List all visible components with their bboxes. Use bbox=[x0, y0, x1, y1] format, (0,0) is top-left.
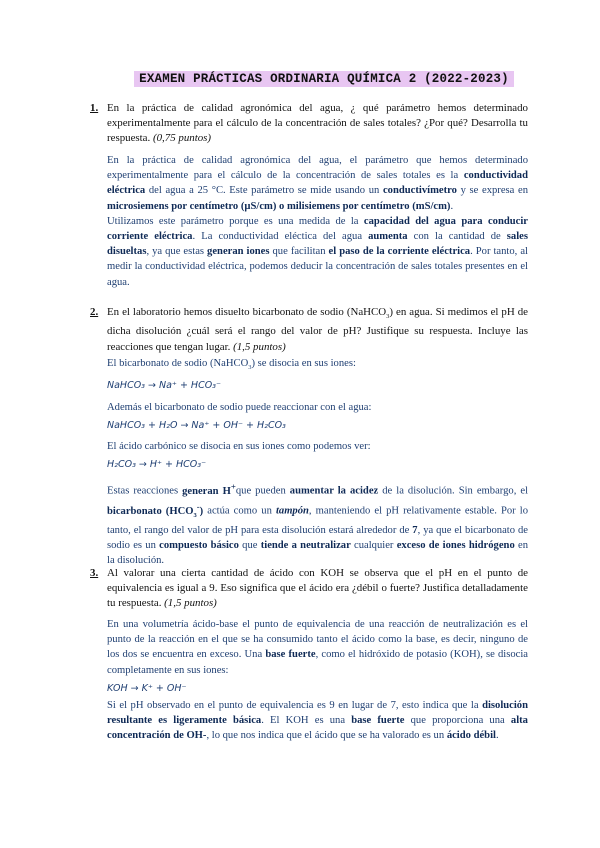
equation-koh: KOH → K⁺ + OH⁻ bbox=[107, 682, 187, 694]
answer-paragraph: En la práctica de calidad agronómica del agua, el parámetro que hemos determinado experimentalmente para el cálculo de la concentración de sales totales es la conductividad eléctrica del agua a 25 °C. Este parámetro se mide usando un conductivímetro y se expresa en microsiemens por centímetro (µS/cm) o milisiemens por centímetro (mS/cm). bbox=[107, 155, 528, 212]
answer-paragraph: Utilizamos este parámetro porque es una medida de la capacidad del agua para conducir corriente eléctrica. La conductividad eléctica del agua aumenta con la cantidad de sales disueltas, ya que estas generan iones que facilitan el paso de la corriente eléctrica. Por tanto, al medir la conductividad eléctrica, podemos deducir la concentración de sales totales presentes en el agua. bbox=[107, 215, 528, 288]
question-number: 2. bbox=[90, 306, 99, 318]
question-points: (1,5 puntos) bbox=[233, 340, 286, 353]
answer-2 bbox=[107, 356, 528, 569]
answer-line: El ácido carbónico se disocia en sus iones como podemos ver: bbox=[107, 440, 371, 452]
question-points: (1,5 puntos) bbox=[164, 597, 217, 610]
answer-1 bbox=[107, 153, 528, 290]
question-points: (0,75 puntos) bbox=[152, 132, 212, 145]
equation-3: H₂CO₃ → H⁺ + HCO₃⁻ bbox=[107, 459, 207, 471]
answer-paragraph: En una volumetría ácido-base el punto de equivalencia de una reacción de neutralización es el punto de la reacción en el que se ha consumido tanto el ácido como la base, es decir, ninguno de los dos se encuentra en exceso. Una base fuerte, como el hidróxido de potasio (KOH), se disocia completamente en sus iones: bbox=[107, 619, 528, 676]
answer-line: Además el bicarbonato de sodio puede reaccionar con el agua: bbox=[107, 401, 372, 413]
question-1 bbox=[90, 101, 528, 147]
answer-3 bbox=[107, 617, 528, 744]
equation-2: NaHCO₃ + H₂O → Na⁺ + OH⁻ + H₂CO₃ bbox=[107, 419, 286, 431]
answer-paragraph: Si el pH observado en el punto de equivalencia es 9 en lugar de 7, esto indica que la disolución resultante es ligeramente básica. El KOH es una base fuerte que proporciona una alta concentración de OH-, lo que nos indica que el ácido que se ha valorado es un ácido débil. bbox=[107, 700, 528, 742]
question-3 bbox=[90, 566, 528, 612]
answer-paragraph: Estas reacciones generan H+que pueden aumentar la acidez de la disolución. Sin embargo, el bicarbonato $(HCO_3^-)$ actúa como un tampón, manteniendo el pH relativamente estable. Por lo tanto, el rango del valor de pH para esta disolución estará alrededor de 7, ya que el bicarbonato de sodio es un compuesto básico que tiende a neutralizar cualquier exceso de iones hidrógeno en la disolución. bbox=[107, 481, 529, 567]
question-number: 1. bbox=[90, 102, 99, 114]
question-text: En la práctica de calidad agronómica del agua, ¿ qué parámetro hemos determinado experimentalmente para el cálculo de la concentración de sales totales? ¿Por qué? Desarrolla tu respuesta. (0,75 puntos) bbox=[107, 102, 528, 145]
answer-line: El bicarbonato de sodio (NaHCO$_3$) se disocia en sus iones: bbox=[107, 358, 356, 372]
question-text: Al valorar una cierta cantidad de ácido con KOH se observa que el pH en el punto de equivalencia es igual a 9. Eso significa que el ácido era ¿débil o fuerte? Justifica detalladamente tu respuesta. (1,5 puntos) bbox=[107, 567, 528, 610]
question-2 bbox=[90, 305, 528, 355]
exam-title: EXAMEN PRÁCTICAS ORDINARIA QUÍMICA 2 (2022-2023) bbox=[134, 71, 514, 87]
equation-1: NaHCO₃ → Na⁺ + HCO₃⁻ bbox=[107, 380, 222, 392]
question-number: 3. bbox=[90, 567, 99, 579]
question-text: En el laboratorio hemos disuelto bicarbonato de sodio (NaHCO$_3$) en agua. Si medimos el pH de dicha disolución ¿cuál será el rango del valor de pH? Justifique su respuesta. Incluye las reacciones que tengan lugar. (1,5 puntos) bbox=[107, 306, 528, 353]
